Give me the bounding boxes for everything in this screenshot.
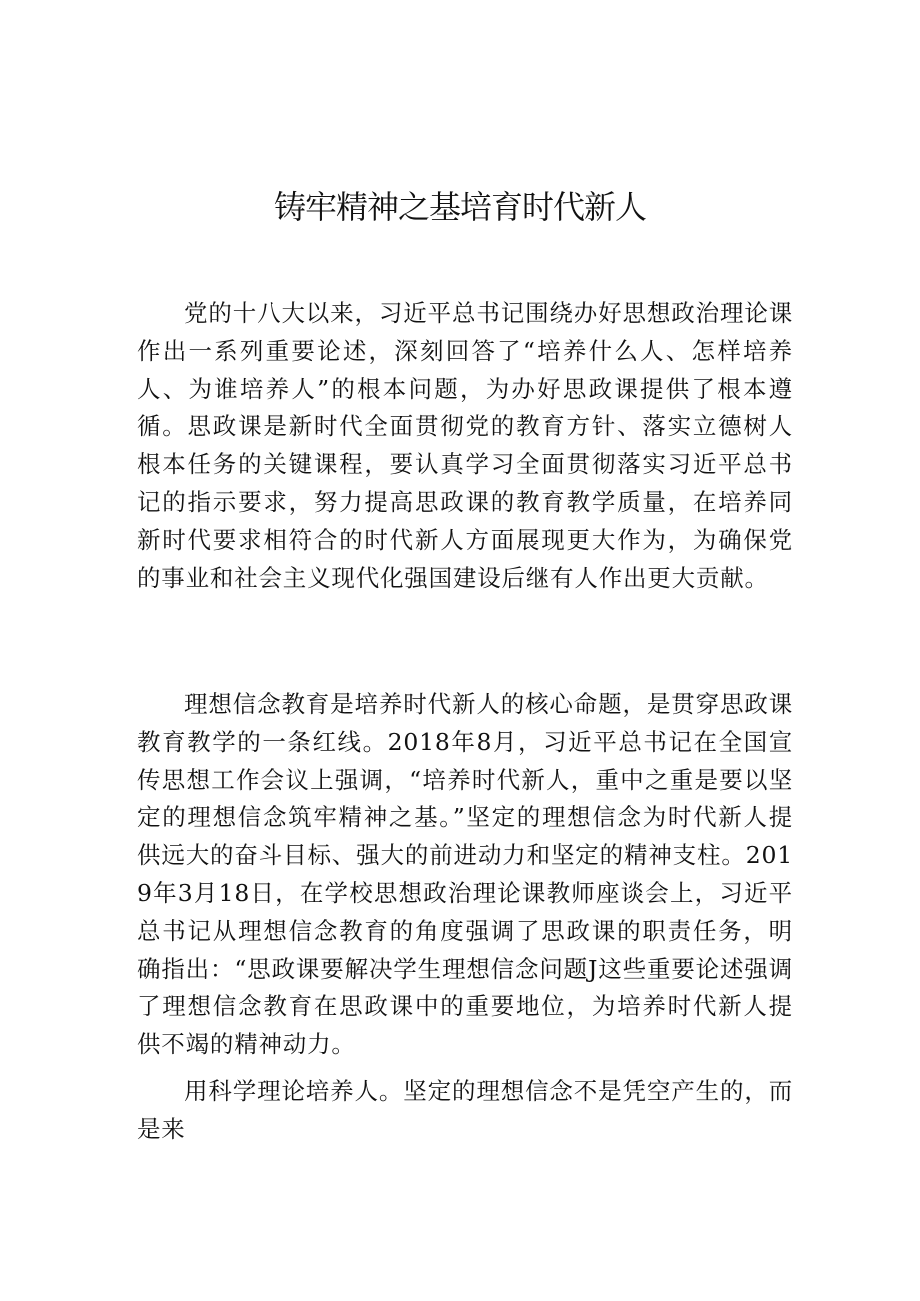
paragraph-2: 理想信念教育是培养时代新人的核心命题，是贯穿思政课教育教学的一条红线。2018年8月，习近平总书记在全国宣传思想工作会议上强调，“培养时代新人，重中之重是要以坚定的理想信念筑牢精神之基。”坚定的理想信念为时代新人提供远大的奋斗目标、强大的前进动力和坚定的精神支柱。2019年3月18日，在学校思想政治理论课教师座谈会上，习近平总书记从理想信念教育的角度强调了思政课的职责任务，明确指出：“思政课要解决学生理想信念问题J这些重要论述强调了理想信念教育在思政课中的重要地位，为培养时代新人提供不竭的精神动力。	[137, 690, 793, 1059]
document-title: 铸牢精神之基培育时代新人	[273, 188, 646, 226]
paragraph-1: 党的十八大以来，习近平总书记围绕办好思想政治理论课作出一系列重要论述，深刻回答了“培养什么人、怎样培养人、为谁培养人”的根本问题，为办好思政课提供了根本遵循。思政课是新时代全面贯彻党的教育方针、落实立德树人根本任务的关键课程，要认真学习全面贯彻落实习近平总书记的指示要求，努力提高思政课的教育教学质量，在培养同新时代要求相符合的时代新人方面展现更大作为，为确保党的事业和社会主义现代化强国建设后继有人作出更大贡献。	[137, 299, 793, 592]
paragraph-3: 用科学理论培养人。坚定的理想信念不是凭空产生的，而是来	[137, 1077, 793, 1143]
